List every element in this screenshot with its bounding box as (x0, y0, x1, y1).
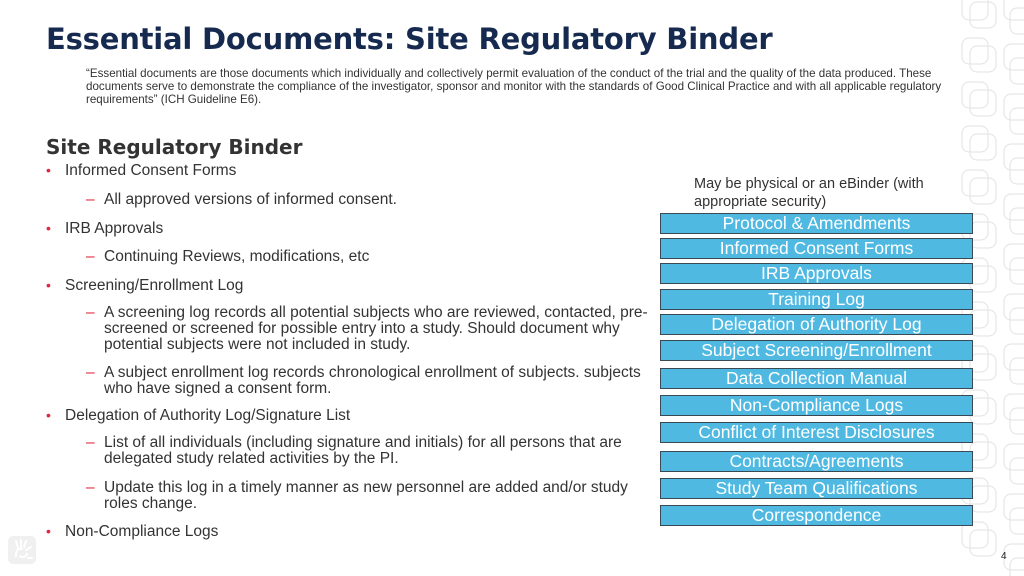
binder-section-box: Conflict of Interest Disclosures (660, 422, 973, 443)
dash-icon: – (86, 434, 95, 451)
section-heading: Site Regulatory Binder (46, 135, 303, 159)
dash-icon: – (86, 248, 95, 265)
binder-section-box: Delegation of Authority Log (660, 314, 973, 335)
dash-icon: – (86, 364, 95, 381)
bullet-icon: • (46, 407, 51, 423)
page-number: 4 (1001, 551, 1007, 562)
binder-section-box: IRB Approvals (660, 263, 973, 284)
binder-section-box: Study Team Qualifications (660, 478, 973, 499)
slide-title: Essential Documents: Site Regulatory Binder (46, 22, 773, 56)
binder-section-box: Contracts/Agreements (660, 451, 973, 472)
binder-section-box: Non-Compliance Logs (660, 395, 973, 416)
binder-section-box: Subject Screening/Enrollment (660, 340, 973, 361)
dash-icon: – (86, 304, 95, 321)
ich-quote: “Essential documents are those documents which individually and collectively permit evaluation of the conduct of the trial and the quality of the data produced. These documents serve to demonstrate the compliance of the investigator, sponsor and monitor with the standards of Good Clinical Practice and with all applicable regulatory requirements” (ICH Guideline E6). (86, 67, 942, 106)
dash-icon: – (86, 191, 95, 208)
dash-icon: – (86, 479, 95, 496)
binder-section-box: Data Collection Manual (660, 368, 973, 389)
binder-section-box: Training Log (660, 289, 973, 310)
hand-logo-icon (8, 536, 36, 564)
binder-section-box: Informed Consent Forms (660, 238, 973, 259)
bullet-icon: • (46, 220, 51, 236)
binder-format-note: May be physical or an eBinder (with appropriate security) (694, 176, 924, 210)
bullet-icon: • (46, 523, 51, 539)
binder-section-box: Correspondence (660, 505, 973, 526)
bullet-icon: • (46, 162, 51, 178)
bullet-icon: • (46, 277, 51, 293)
binder-section-box: Protocol & Amendments (660, 213, 973, 234)
